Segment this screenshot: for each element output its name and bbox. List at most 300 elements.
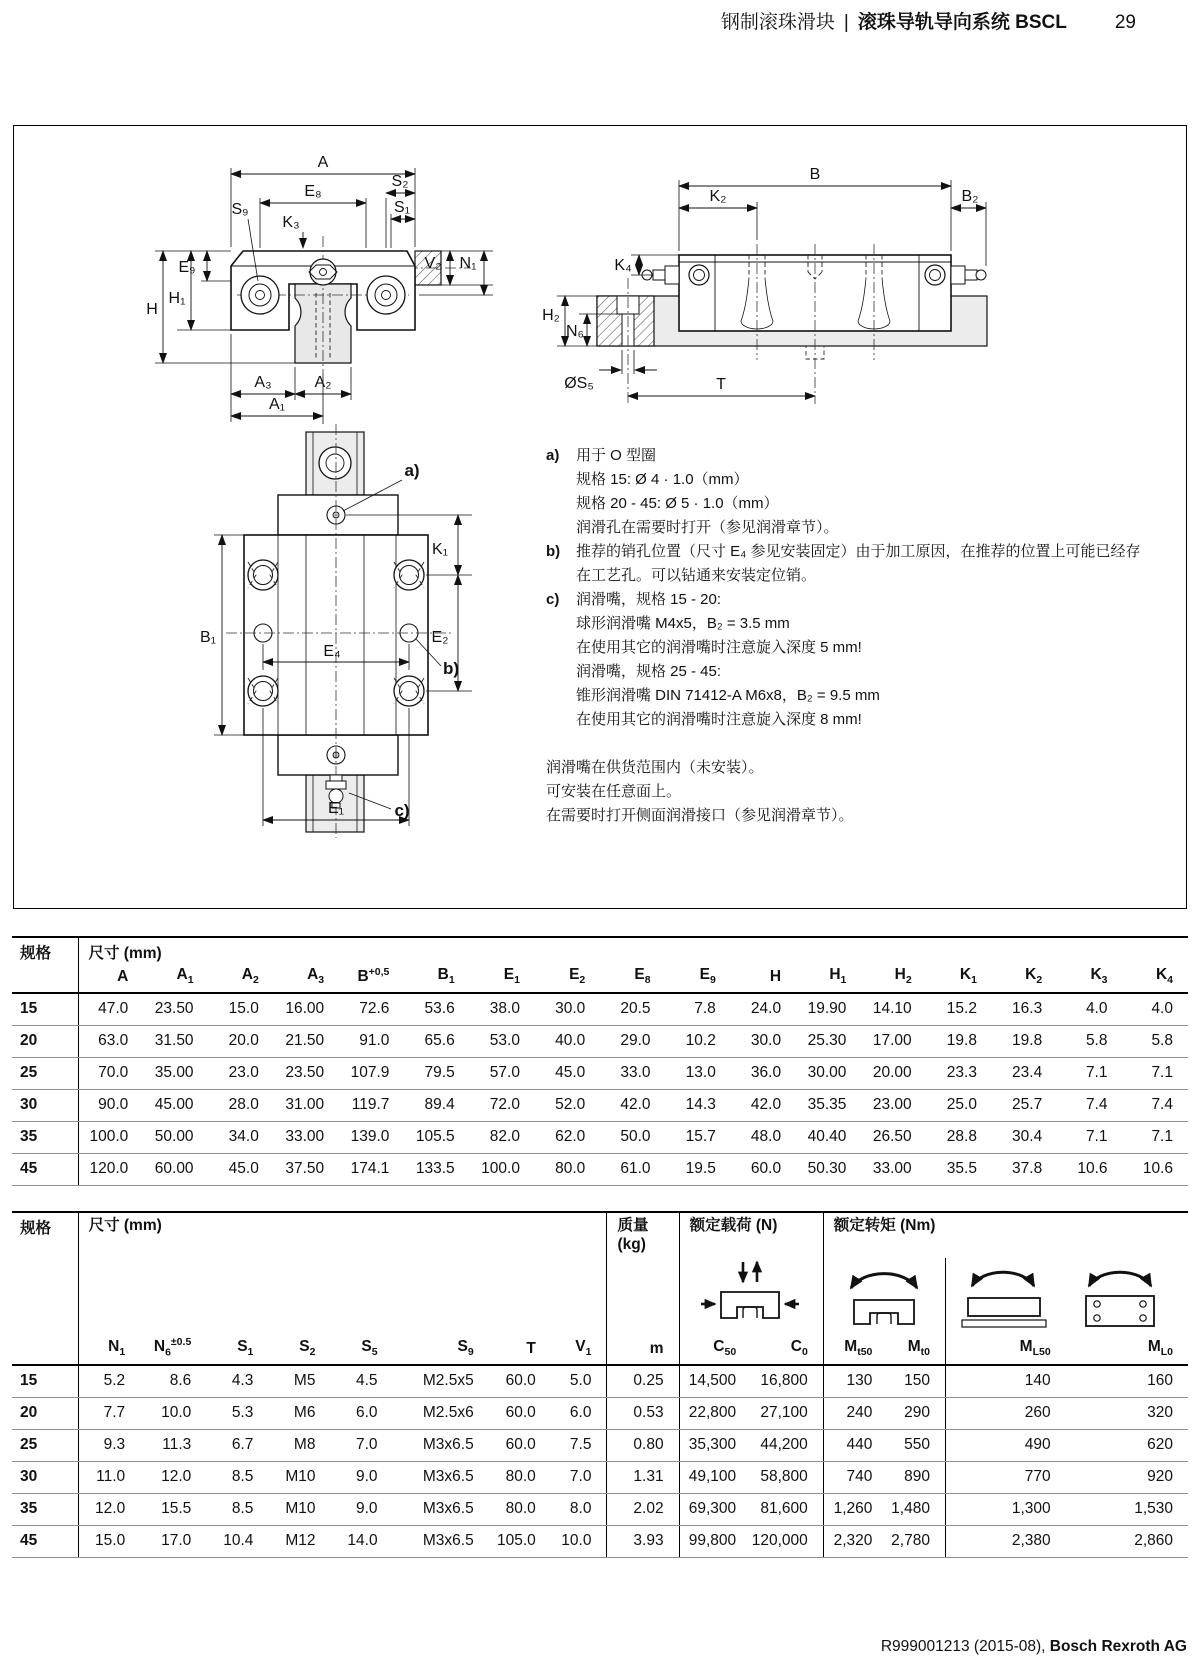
value-cell: 5.8 xyxy=(1123,1025,1189,1057)
load-direction-icon xyxy=(691,1258,811,1330)
table-row xyxy=(12,1057,1188,1089)
column-header: $M_{t0}$ xyxy=(887,1335,945,1365)
column-header: $V_1$ xyxy=(551,1335,607,1365)
notes xyxy=(546,444,1174,828)
value-cell: 2.02 xyxy=(607,1493,679,1525)
value-cell: 8.5 xyxy=(206,1461,268,1493)
value-cell: 12.0 xyxy=(140,1461,206,1493)
note-key: a) xyxy=(546,447,560,464)
value-cell: 15.2 xyxy=(927,993,992,1025)
value-cell: 10.6 xyxy=(1057,1153,1122,1185)
value-cell: 160 xyxy=(1066,1365,1188,1397)
dim-label: E₂ xyxy=(431,629,449,646)
column-header: $K_1$ xyxy=(927,963,992,993)
column-header: $K_2$ xyxy=(992,963,1057,993)
note-ref-a: a) xyxy=(404,461,420,480)
value-cell: 20.0 xyxy=(209,1025,274,1057)
column-header: $E_8$ xyxy=(600,963,665,993)
value-cell: 23.00 xyxy=(861,1089,926,1121)
value-cell: 4.3 xyxy=(206,1365,268,1397)
column-header: $E_9$ xyxy=(666,963,731,993)
value-cell: 35.5 xyxy=(927,1153,992,1185)
size-cell: 20 xyxy=(12,1025,78,1057)
dim-label: T xyxy=(716,376,726,393)
value-cell: M3x6.5 xyxy=(393,1461,489,1493)
dim-label: B₁ xyxy=(199,629,217,646)
size-cell: 35 xyxy=(12,1493,78,1525)
end-cap-screw xyxy=(925,265,945,285)
value-cell: 240 xyxy=(823,1397,887,1429)
value-cell: 33.00 xyxy=(861,1153,926,1185)
column-header: $S_2$ xyxy=(268,1335,330,1365)
value-cell: 45.0 xyxy=(535,1057,600,1089)
value-cell: 920 xyxy=(1066,1461,1188,1493)
value-cell: 7.0 xyxy=(330,1429,392,1461)
value-cell: 7.0 xyxy=(551,1461,607,1493)
value-cell: 26.50 xyxy=(861,1121,926,1153)
value-cell: 70.0 xyxy=(78,1057,143,1089)
value-cell: 10.2 xyxy=(666,1025,731,1057)
table-row xyxy=(12,1089,1188,1121)
value-cell: 35.35 xyxy=(796,1089,861,1121)
value-cell: 4.5 xyxy=(330,1365,392,1397)
value-cell: 45.0 xyxy=(209,1153,274,1185)
value-cell: 15.5 xyxy=(140,1493,206,1525)
value-cell: 5.3 xyxy=(206,1397,268,1429)
top-view-drawing xyxy=(186,418,536,846)
value-cell: 42.0 xyxy=(600,1089,665,1121)
mounting-hole-left xyxy=(241,276,279,314)
value-cell: 61.0 xyxy=(600,1153,665,1185)
value-cell: 120,000 xyxy=(751,1525,823,1557)
value-cell: M6 xyxy=(268,1397,330,1429)
value-cell: 550 xyxy=(887,1429,945,1461)
value-cell: 99,800 xyxy=(679,1525,751,1557)
value-cell: 60.0 xyxy=(489,1397,551,1429)
value-cell: 19.90 xyxy=(796,993,861,1025)
end-cap-screw xyxy=(689,265,709,285)
value-cell: 7.1 xyxy=(1123,1057,1189,1089)
value-cell: 7.1 xyxy=(1057,1121,1122,1153)
value-cell: 14.0 xyxy=(330,1525,392,1557)
value-cell: 119.7 xyxy=(339,1089,404,1121)
value-cell: 4.0 xyxy=(1123,993,1189,1025)
value-cell: 740 xyxy=(823,1461,887,1493)
value-cell: 770 xyxy=(945,1461,1065,1493)
column-header: $E_2$ xyxy=(535,963,600,993)
value-cell: 60.0 xyxy=(489,1429,551,1461)
value-cell: 133.5 xyxy=(404,1153,469,1185)
torque-pitch-yaw-pictogram-cell xyxy=(945,1258,1188,1335)
column-header: $H_1$ xyxy=(796,963,861,993)
value-cell: 6.0 xyxy=(551,1397,607,1429)
column-header: $C_0$ xyxy=(751,1335,823,1365)
value-cell: 9.3 xyxy=(78,1429,140,1461)
value-cell: 10.6 xyxy=(1123,1153,1189,1185)
value-cell: 45.00 xyxy=(143,1089,208,1121)
value-cell: 25.0 xyxy=(927,1089,992,1121)
value-cell: 24.0 xyxy=(731,993,796,1025)
value-cell: 10.0 xyxy=(140,1397,206,1429)
dimensions-group-header: 尺寸 (mm) xyxy=(88,945,162,962)
size-cell: 35 xyxy=(12,1121,78,1153)
column-header: $M_{L0}$ xyxy=(1066,1335,1188,1365)
value-cell: 35.00 xyxy=(143,1057,208,1089)
value-cell: 79.5 xyxy=(404,1057,469,1089)
table-row xyxy=(12,993,1188,1025)
value-cell: 30.0 xyxy=(731,1025,796,1057)
value-cell: 60.00 xyxy=(143,1153,208,1185)
table-row xyxy=(12,1025,1188,1057)
value-cell: 174.1 xyxy=(339,1153,404,1185)
column-header: $A_3$ xyxy=(274,963,339,993)
value-cell: 34.0 xyxy=(209,1121,274,1153)
column-header: $E_1$ xyxy=(470,963,535,993)
value-cell: 139.0 xyxy=(339,1121,404,1153)
value-cell: 60.0 xyxy=(731,1153,796,1185)
value-cell: 320 xyxy=(1066,1397,1188,1429)
value-cell: 10.0 xyxy=(551,1525,607,1557)
column-header: $K_4$ xyxy=(1123,963,1189,993)
size-cell: 15 xyxy=(12,1365,78,1397)
size-cell: 25 xyxy=(12,1057,78,1089)
value-cell: 60.0 xyxy=(489,1365,551,1397)
value-cell: 23.50 xyxy=(274,1057,339,1089)
value-cell: 290 xyxy=(887,1397,945,1429)
value-cell: 0.80 xyxy=(607,1429,679,1461)
value-cell: 50.30 xyxy=(796,1153,861,1185)
value-cell: 11.0 xyxy=(78,1461,140,1493)
dimensions-group-header: 尺寸 (mm) xyxy=(88,1217,162,1234)
value-cell: 81,600 xyxy=(751,1493,823,1525)
header-separator: | xyxy=(843,12,849,33)
value-cell: 33.0 xyxy=(600,1057,665,1089)
mass-group-header: 质量 (kg) xyxy=(607,1212,679,1335)
value-cell: 62.0 xyxy=(535,1121,600,1153)
value-cell: 8.6 xyxy=(140,1365,206,1397)
note-item xyxy=(546,444,1174,540)
dim-label: A₃ xyxy=(254,374,272,391)
page-header xyxy=(721,7,1136,34)
value-cell: 105.0 xyxy=(489,1525,551,1557)
value-cell: M8 xyxy=(268,1429,330,1461)
value-cell: 20.00 xyxy=(861,1057,926,1089)
value-cell: 12.0 xyxy=(78,1493,140,1525)
dim-label: N₆ xyxy=(565,323,585,340)
value-cell: M3x6.5 xyxy=(393,1429,489,1461)
value-cell: 107.9 xyxy=(339,1057,404,1089)
table-row xyxy=(12,1493,1188,1525)
column-header: $A_1$ xyxy=(143,963,208,993)
value-cell: 19.8 xyxy=(992,1025,1057,1057)
value-cell: 7.1 xyxy=(1123,1121,1189,1153)
side-view-drawing xyxy=(529,148,999,418)
value-cell: M12 xyxy=(268,1525,330,1557)
value-cell: 7.1 xyxy=(1057,1057,1122,1089)
value-cell: 120.0 xyxy=(78,1153,143,1185)
value-cell: 57.0 xyxy=(470,1057,535,1089)
value-cell: 31.00 xyxy=(274,1089,339,1121)
header-title-left: 钢制滚珠滑块 xyxy=(720,12,835,33)
table-row xyxy=(12,1429,1188,1461)
note-item xyxy=(546,588,1174,732)
value-cell: 37.8 xyxy=(992,1153,1057,1185)
value-cell: 25.7 xyxy=(992,1089,1057,1121)
value-cell: 72.0 xyxy=(470,1089,535,1121)
note-ref-b: b) xyxy=(442,659,460,678)
spec-column-header: 规格 xyxy=(12,1212,78,1365)
dim-label: E₈ xyxy=(304,183,322,200)
value-cell: 30.4 xyxy=(992,1121,1057,1153)
value-cell: 36.0 xyxy=(731,1057,796,1089)
column-header: H xyxy=(731,963,796,993)
value-cell: 63.0 xyxy=(78,1025,143,1057)
dim-label: E₄ xyxy=(323,643,341,660)
load-group-header: 额定载荷 (N) xyxy=(679,1212,823,1258)
header-title-right: 滚珠导轨导向系统 BSCL xyxy=(857,12,1067,33)
dim-label: S₉ xyxy=(231,201,249,218)
column-header: $N_6^{\pm 0.5}$ xyxy=(140,1335,206,1365)
value-cell: 89.4 xyxy=(404,1089,469,1121)
column-header: $B^{+0,5}$ xyxy=(339,963,404,993)
value-cell: 50.0 xyxy=(600,1121,665,1153)
dim-label: K₃ xyxy=(282,214,300,231)
value-cell: 2,320 xyxy=(823,1525,887,1557)
dimensions-table-wrapper xyxy=(12,936,1188,1186)
value-cell: 11.3 xyxy=(140,1429,206,1461)
page-footer xyxy=(881,1638,1187,1656)
column-header: $K_3$ xyxy=(1057,963,1122,993)
company-name: Bosch Rexroth AG xyxy=(1049,1638,1187,1655)
column-header: T xyxy=(489,1335,551,1365)
column-header: $C_{50}$ xyxy=(679,1335,751,1365)
torque-group-header: 额定转矩 (Nm) xyxy=(823,1212,1188,1258)
value-cell: 2,380 xyxy=(945,1525,1065,1557)
value-cell: 19.8 xyxy=(927,1025,992,1057)
column-header: $B_1$ xyxy=(404,963,469,993)
value-cell: 14.3 xyxy=(666,1089,731,1121)
value-cell: 8.0 xyxy=(551,1493,607,1525)
value-cell: 6.7 xyxy=(206,1429,268,1461)
value-cell: 31.50 xyxy=(143,1025,208,1057)
dim-label: K₄ xyxy=(614,257,632,274)
note-text: 推荐的销孔位置（尺寸 E₄ 参见安装固定）由于加工原因，在推荐的位置上可能已经存 在工艺孔。可以钻通来安装定位销。 xyxy=(576,543,1141,584)
value-cell: 2,780 xyxy=(887,1525,945,1557)
dim-label: V₂ xyxy=(424,255,442,272)
value-cell: 5.8 xyxy=(1057,1025,1122,1057)
value-cell: 16.3 xyxy=(992,993,1057,1025)
size-cell: 20 xyxy=(12,1397,78,1429)
value-cell: 14,500 xyxy=(679,1365,751,1397)
page-number: 29 xyxy=(1114,12,1136,33)
size-cell: 25 xyxy=(12,1429,78,1461)
value-cell: 21.50 xyxy=(274,1025,339,1057)
value-cell: 19.5 xyxy=(666,1153,731,1185)
column-header: $S_1$ xyxy=(206,1335,268,1365)
value-cell: 72.6 xyxy=(339,993,404,1025)
note-item xyxy=(546,540,1174,588)
value-cell: 3.93 xyxy=(607,1525,679,1557)
value-cell: 2,860 xyxy=(1066,1525,1188,1557)
dim-label: K₁ xyxy=(431,541,449,558)
value-cell: 80.0 xyxy=(535,1153,600,1185)
value-cell: 47.0 xyxy=(78,993,143,1025)
value-cell: 91.0 xyxy=(339,1025,404,1057)
value-cell: M2.5x6 xyxy=(393,1397,489,1429)
dim-label: S₂ xyxy=(391,173,409,190)
dimensions-table xyxy=(12,936,1188,1186)
notes-footer: 润滑嘴在供货范围内（未安装）。 可安装在任意面上。 在需要时打开侧面润滑接口（参见润滑章节）。 xyxy=(546,759,854,824)
value-cell: 28.8 xyxy=(927,1121,992,1153)
dim-label: K₂ xyxy=(709,188,727,205)
value-cell: 80.0 xyxy=(489,1493,551,1525)
load-pictogram-cell xyxy=(679,1258,823,1335)
value-cell: 30.00 xyxy=(796,1057,861,1089)
size-cell: 45 xyxy=(12,1153,78,1185)
value-cell: 130 xyxy=(823,1365,887,1397)
dim-label: ØS₅ xyxy=(564,375,594,392)
value-cell: 260 xyxy=(945,1397,1065,1429)
torque-roll-pictogram-cell xyxy=(823,1258,945,1335)
value-cell: 13.0 xyxy=(666,1057,731,1089)
column-header: $M_{t50}$ xyxy=(823,1335,887,1365)
value-cell: 33.00 xyxy=(274,1121,339,1153)
value-cell: 16.00 xyxy=(274,993,339,1025)
value-cell: 7.7 xyxy=(78,1397,140,1429)
value-cell: 1,530 xyxy=(1066,1493,1188,1525)
column-header: A xyxy=(78,963,143,993)
dim-label: H₂ xyxy=(542,307,560,324)
mounting-hole-right xyxy=(367,276,405,314)
value-cell: 5.2 xyxy=(78,1365,140,1397)
value-cell: 80.0 xyxy=(489,1461,551,1493)
value-cell: 1.31 xyxy=(607,1461,679,1493)
load-data-table-wrapper xyxy=(12,1211,1188,1558)
value-cell: 23.3 xyxy=(927,1057,992,1089)
value-cell: 50.00 xyxy=(143,1121,208,1153)
value-cell: M10 xyxy=(268,1461,330,1493)
dim-label: A₁ xyxy=(268,396,286,413)
value-cell: 5.0 xyxy=(551,1365,607,1397)
value-cell: 1,480 xyxy=(887,1493,945,1525)
value-cell: 100.0 xyxy=(470,1153,535,1185)
value-cell: 48.0 xyxy=(731,1121,796,1153)
value-cell: 7.8 xyxy=(666,993,731,1025)
value-cell: 29.0 xyxy=(600,1025,665,1057)
column-header: m xyxy=(607,1335,679,1365)
value-cell: 42.0 xyxy=(731,1089,796,1121)
value-cell: 82.0 xyxy=(470,1121,535,1153)
column-header: $M_{L50}$ xyxy=(945,1335,1065,1365)
value-cell: 30.0 xyxy=(535,993,600,1025)
column-header: $H_2$ xyxy=(861,963,926,993)
value-cell: 7.5 xyxy=(551,1429,607,1461)
value-cell: 6.0 xyxy=(330,1397,392,1429)
value-cell: 44,200 xyxy=(751,1429,823,1461)
value-cell: 16,800 xyxy=(751,1365,823,1397)
value-cell: 4.0 xyxy=(1057,993,1122,1025)
table-row xyxy=(12,1525,1188,1557)
value-cell: 27,100 xyxy=(751,1397,823,1429)
dim-label: A xyxy=(317,154,329,171)
dim-label: B xyxy=(809,166,821,183)
table-row xyxy=(12,1121,1188,1153)
table-row xyxy=(12,1397,1188,1429)
lube-nipple-right xyxy=(951,266,986,284)
spec-column-header: 规格 xyxy=(12,937,78,993)
value-cell: 52.0 xyxy=(535,1089,600,1121)
torque-roll-icon xyxy=(829,1258,939,1330)
note-text: 润滑嘴，规格 15 - 20: 球形润滑嘴 M4x5，B₂ = 3.5 mm 在使用其它的润滑嘴时注意旋入深度 5 mm! 润滑嘴，规格 25 - 45: 锥形润滑嘴 DIN 71412-A M6x8，B₂ = 9.5 mm 在使用其它的润滑嘴时注意旋入深度 8 mm! xyxy=(576,591,880,728)
value-cell: 49,100 xyxy=(679,1461,751,1493)
dim-label: A₂ xyxy=(314,374,332,391)
value-cell: 8.5 xyxy=(206,1493,268,1525)
column-header: $N_1$ xyxy=(78,1335,140,1365)
table-row xyxy=(12,1461,1188,1493)
value-cell: 14.10 xyxy=(861,993,926,1025)
value-cell: M3x6.5 xyxy=(393,1493,489,1525)
dim-label: S₁ xyxy=(393,199,411,216)
size-cell: 30 xyxy=(12,1461,78,1493)
value-cell: 620 xyxy=(1066,1429,1188,1461)
dim-label: E₁ xyxy=(327,800,345,817)
value-cell: 23.4 xyxy=(992,1057,1057,1089)
value-cell: 0.25 xyxy=(607,1365,679,1397)
note-text: 用于 O 型圈 规格 15: Ø 4 · 1.0（mm） 规格 20 - 45: Ø 5 · 1.0（mm） 润滑孔在需要时打开（参见润滑章节）。 xyxy=(576,447,839,536)
value-cell: 1,300 xyxy=(945,1493,1065,1525)
value-cell: 20.5 xyxy=(600,993,665,1025)
value-cell: 23.0 xyxy=(209,1057,274,1089)
value-cell: 440 xyxy=(823,1429,887,1461)
load-data-table xyxy=(12,1211,1188,1558)
value-cell: 17.0 xyxy=(140,1525,206,1557)
value-cell: 15.0 xyxy=(78,1525,140,1557)
front-view-drawing xyxy=(119,148,549,438)
dim-label: H xyxy=(146,301,158,318)
value-cell: M2.5x5 xyxy=(393,1365,489,1397)
value-cell: M3x6.5 xyxy=(393,1525,489,1557)
note-key: b) xyxy=(546,543,561,560)
value-cell: 140 xyxy=(945,1365,1065,1397)
size-cell: 30 xyxy=(12,1089,78,1121)
value-cell: 100.0 xyxy=(78,1121,143,1153)
value-cell: 23.50 xyxy=(143,993,208,1025)
note-key: c) xyxy=(546,591,560,608)
value-cell: 35,300 xyxy=(679,1429,751,1461)
value-cell: 15.7 xyxy=(666,1121,731,1153)
drawing-frame xyxy=(13,125,1187,909)
value-cell: 150 xyxy=(887,1365,945,1397)
dim-label: N₁ xyxy=(459,255,477,272)
dim-label: B₂ xyxy=(961,188,979,205)
value-cell: 9.0 xyxy=(330,1461,392,1493)
value-cell: 38.0 xyxy=(470,993,535,1025)
column-header: $A_2$ xyxy=(209,963,274,993)
value-cell: 7.4 xyxy=(1057,1089,1122,1121)
value-cell: 7.4 xyxy=(1123,1089,1189,1121)
value-cell: 58,800 xyxy=(751,1461,823,1493)
note-ref-c: c) xyxy=(394,801,410,820)
dim-label: H₁ xyxy=(168,290,186,307)
lube-fitting-center xyxy=(309,259,337,285)
value-cell: 28.0 xyxy=(209,1089,274,1121)
table-row xyxy=(12,1365,1188,1397)
table-row xyxy=(12,1153,1188,1185)
value-cell: 22,800 xyxy=(679,1397,751,1429)
value-cell: 890 xyxy=(887,1461,945,1493)
value-cell: 65.6 xyxy=(404,1025,469,1057)
document-reference: R999001213 (2015-08), xyxy=(880,1638,1046,1655)
